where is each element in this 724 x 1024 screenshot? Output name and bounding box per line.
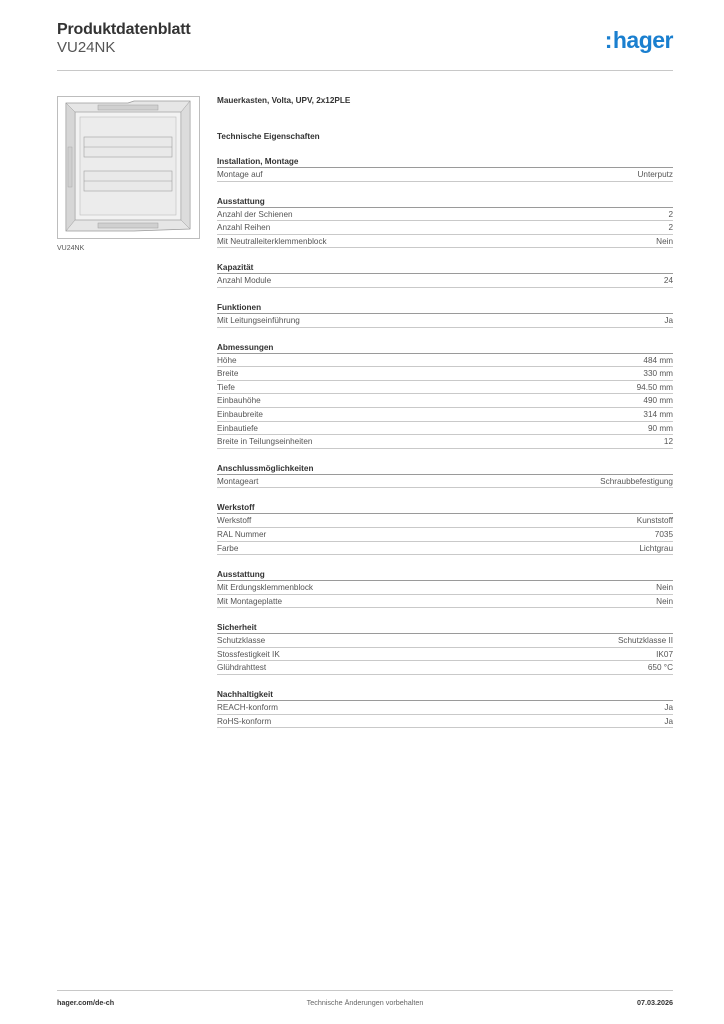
spec-row [217, 542, 673, 556]
spec-group-title: Ausstattung [217, 569, 673, 581]
spec-row [217, 168, 673, 182]
spec-row [217, 661, 673, 675]
logo-dots: : [604, 27, 612, 53]
document-title: Produktdatenblatt [57, 21, 191, 38]
spec-row [217, 208, 673, 222]
spec-label: Anzahl Module [217, 276, 272, 286]
spec-label: Farbe [217, 543, 239, 553]
spec-group-title: Werkstoff [217, 502, 673, 514]
spec-value: Nein [656, 236, 673, 246]
spec-value: Schraubbefestigung [600, 476, 673, 486]
spec-group [217, 262, 673, 288]
spec-group [217, 196, 673, 249]
spec-group-title: Kapazität [217, 262, 673, 274]
spec-value: Unterputz [637, 170, 673, 179]
spec-row [217, 422, 673, 436]
spec-label: Einbauhöhe [217, 396, 261, 406]
spec-value: 314 mm [643, 409, 673, 419]
hager-logo [605, 27, 673, 54]
spec-row [217, 381, 673, 395]
page-footer [57, 990, 673, 1015]
spec-label: Einbautiefe [217, 423, 258, 433]
spec-value: 650 °C [647, 663, 673, 673]
spec-value: Kunststoff [636, 516, 673, 526]
spec-value: 484 mm [643, 355, 673, 365]
spec-value: Ja [664, 315, 673, 325]
spec-group-title: Abmessungen [217, 342, 673, 354]
spec-row [217, 514, 673, 528]
spec-label: Montage auf [217, 170, 263, 179]
spec-group-title: Anschlussmöglichkeiten [217, 463, 673, 475]
spec-label: Mit Erdungsklemmenblock [217, 583, 314, 593]
spec-label: Mit Leitungseinführung [217, 315, 300, 325]
spec-group [217, 502, 673, 555]
footer-disclaimer: Technische Änderungen vorbehalten [306, 998, 424, 1007]
spec-group-title: Installation, Montage [217, 156, 673, 168]
spec-label: Glühdrahttest [217, 663, 267, 673]
spec-group [217, 569, 673, 608]
logo-text: hager [612, 27, 673, 53]
spec-label: REACH-konform [217, 703, 278, 713]
spec-label: Höhe [217, 355, 237, 365]
spec-value: 2 [668, 209, 673, 219]
image-caption: VU24NK [57, 245, 85, 252]
spec-value: Ja [664, 703, 673, 713]
spec-label: RAL Nummer [217, 529, 267, 539]
spec-row [217, 274, 673, 288]
product-image [57, 96, 200, 239]
spec-value: 90 mm [647, 423, 673, 433]
spec-value: 7035 [654, 529, 673, 539]
page-header [57, 20, 673, 71]
spec-row [217, 595, 673, 609]
spec-label: Mit Neutralleiterklemmenblock [217, 236, 327, 246]
spec-label: Breite [217, 369, 239, 379]
section-title: Technische Eigenschaften [217, 132, 320, 141]
spec-row [217, 235, 673, 249]
spec-group-title: Sicherheit [217, 622, 673, 634]
spec-value: 94.50 mm [636, 382, 673, 392]
spec-row [217, 581, 673, 595]
spec-row [217, 221, 673, 235]
spec-label: Mit Montageplatte [217, 596, 283, 606]
spec-label: Montageart [217, 476, 259, 486]
spec-value: 24 [663, 276, 673, 286]
spec-group [217, 156, 673, 182]
spec-group-title: Ausstattung [217, 196, 673, 208]
spec-value: Nein [656, 583, 673, 593]
spec-label: Einbaubreite [217, 409, 263, 419]
spec-row [217, 314, 673, 328]
spec-row [217, 367, 673, 381]
spec-value: 330 mm [643, 369, 673, 379]
spec-value: 12 [663, 437, 673, 447]
spec-value: Lichtgrau [639, 543, 673, 553]
spec-row [217, 394, 673, 408]
spec-label: Tiefe [217, 382, 235, 392]
spec-label: Breite in Teilungseinheiten [217, 437, 313, 447]
spec-group [217, 463, 673, 489]
spec-label: Werkstoff [217, 516, 252, 526]
spec-row [217, 715, 673, 729]
specifications [217, 96, 673, 728]
spec-label: Anzahl Reihen [217, 223, 271, 233]
spec-row [217, 634, 673, 648]
product-code: VU24NK [57, 39, 116, 56]
spec-group-title: Funktionen [217, 302, 673, 314]
spec-groups [217, 156, 673, 728]
footer-website-link[interactable]: hager.com/de-ch [57, 998, 115, 1007]
spec-row [217, 701, 673, 715]
spec-value: Nein [656, 596, 673, 606]
spec-label: Stossfestigkeit IK [217, 649, 280, 659]
spec-group-title: Nachhaltigkeit [217, 689, 673, 701]
spec-group [217, 689, 673, 728]
spec-label: Anzahl der Schienen [217, 209, 293, 219]
spec-row [217, 528, 673, 542]
spec-value: Schutzklasse II [617, 636, 673, 646]
spec-row [217, 648, 673, 662]
spec-value: Ja [664, 716, 673, 726]
spec-label: Schutzklasse [217, 636, 266, 646]
spec-group [217, 342, 673, 449]
spec-value: IK07 [656, 649, 673, 659]
spec-row [217, 435, 673, 449]
spec-row [217, 408, 673, 422]
spec-row [217, 354, 673, 368]
spec-group [217, 622, 673, 675]
product-description: Mauerkasten, Volta, UPV, 2x12PLE [217, 96, 351, 105]
footer-date: 07.03.2026 [637, 998, 673, 1007]
distribution-box-illustration [58, 97, 199, 238]
spec-label: RoHS-konform [217, 716, 272, 726]
spec-group [217, 302, 673, 328]
spec-row [217, 475, 673, 489]
spec-value: 490 mm [643, 396, 673, 406]
spec-value: 2 [668, 223, 673, 233]
